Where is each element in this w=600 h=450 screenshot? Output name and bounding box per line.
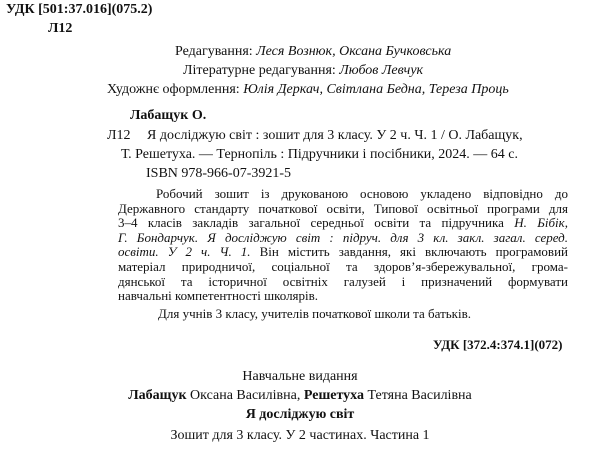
udc-bottom: УДК [372.4:374.1](072) — [433, 337, 563, 352]
author2-names: Тетяна Василівна — [367, 388, 472, 403]
credit-art-value: Юлія Деркач, Світлана Бедна, Тереза Проць — [243, 82, 509, 97]
abstract-audience: Для учнів 3 класу, учителів початкової школи та батьків. — [158, 306, 471, 321]
credit-art — [107, 82, 509, 98]
abstract-line-2: Державного стандарту початкової освіти, Типової освітньої програми для — [118, 200, 568, 216]
credit-lit-editing-value: Любов Левчук — [339, 63, 424, 78]
imprint-subtitle: Зошит для 3 класу. У 2 частинах. Частина 1 — [170, 428, 430, 443]
author1-surname: Лабащук — [128, 388, 187, 403]
catalog-desc-line2: Т. Решетуха. — Тернопіль : Підручники і посібники, 2024. — 64 с. — [121, 147, 518, 162]
credit-art-label: Художнє оформлення: — [107, 82, 240, 97]
author-heading: Лабащук О. — [130, 108, 207, 123]
abstract-line-3-italic: Н. Бібік, — [514, 215, 569, 231]
imprint-type: Навчальне видання — [242, 369, 358, 384]
credit-editing — [175, 44, 451, 60]
abstract-line-4: Г. Бондарчук. Я досліджую світ : підруч. для 3 кл. закл. загал. серед. — [118, 229, 568, 245]
abstract-line-1: Робочий зошит із друкованою основою укладено відповідно до — [156, 186, 568, 201]
abstract-line-3 — [118, 216, 568, 231]
abstract-line-7: дянської та історичної освітніх галузей і призначений формувати — [118, 273, 568, 289]
abstract-line-8: навчальні компетентності школярів. — [118, 288, 319, 304]
abstract-line-5-text: Він містить завдання, які включають програмовий — [259, 244, 568, 260]
catalog-isbn: ISBN 978-966-07-3921-5 — [146, 166, 292, 181]
udc-top: УДК [501:37.016](075.2) — [6, 2, 153, 17]
abstract-line-3-text: 3–4 класів закладів загальної середньої освіти та підручника — [118, 215, 504, 231]
credit-editing-label: Редагування: — [175, 44, 253, 59]
imprint-title: Я досліджую світ — [245, 407, 355, 422]
imprint-authors — [0, 388, 600, 404]
author2-surname: Решетуха — [303, 388, 364, 403]
catalog-index: Л12 — [107, 128, 131, 143]
author1-names: Оксана Василівна, — [190, 388, 301, 403]
credit-lit-editing — [183, 63, 423, 79]
abstract-line-5-italic: освіти. У 2 ч. Ч. 1. — [118, 244, 251, 260]
credit-editing-value: Леся Вознюк, Оксана Бучковська — [256, 44, 452, 59]
index-top: Л12 — [48, 21, 73, 36]
catalog-desc-line1: Я досліджую світ : зошит для 3 класу. У 2 ч. Ч. 1 / О. Лабащук, — [147, 128, 523, 143]
abstract-line-6: матеріал природничої, соціальної та здоров’я-збережувальної, грома- — [118, 258, 568, 274]
credit-lit-editing-label: Літературне редагування: — [183, 63, 336, 78]
abstract-paragraph — [118, 187, 568, 304]
abstract-line-5 — [118, 245, 568, 260]
